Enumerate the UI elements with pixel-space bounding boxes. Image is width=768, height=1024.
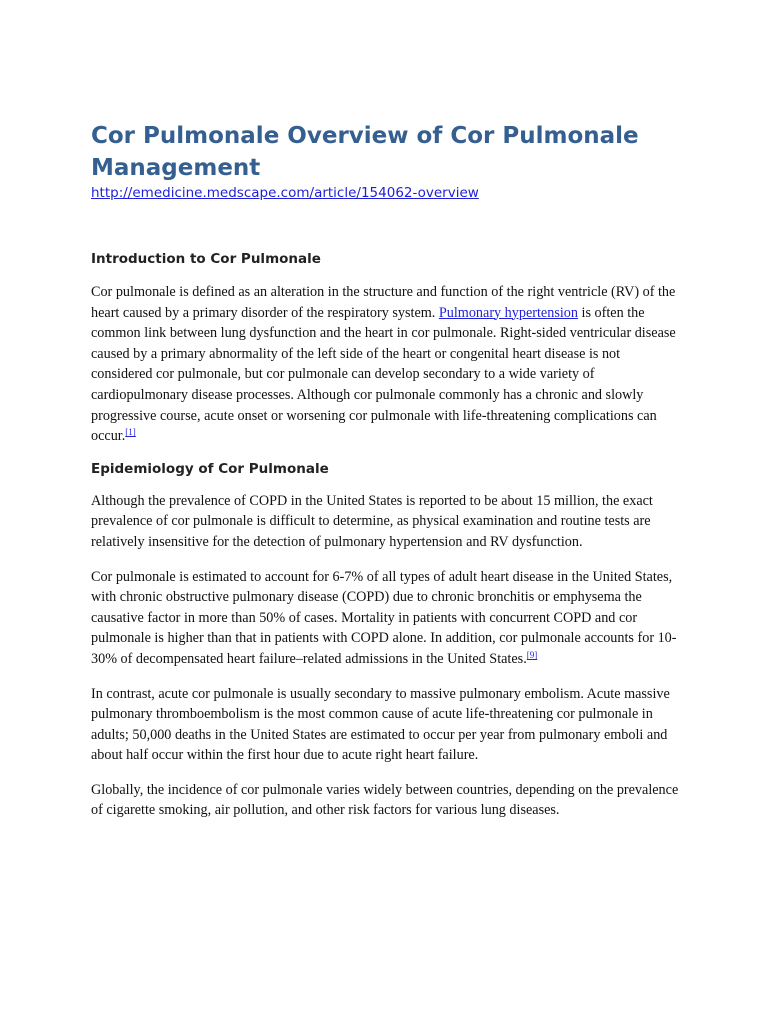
reference-9-link[interactable]: [9] (526, 649, 538, 660)
epidemiology-paragraph-2-text: Cor pulmonale is estimated to account for 6-7% of all types of adult heart disease in the United States, with chronic obstructive pulmonary disease (COPD) due to chronic bronchitis or emphysema the causative factor in more than 50% of cases. Mortality in patients with concurrent COPD and cor pulmonale is higher than that in patients with COPD alone. In addition, cor pulmonale accounts for 10-30% of decompensated heart failure–related admissions in the United States. (91, 568, 677, 667)
reference-1-link[interactable]: [1] (125, 427, 136, 438)
source-url-link[interactable]: http://emedicine.medscape.com/article/154062-overview (91, 185, 479, 201)
pulmonary-hypertension-link[interactable]: Pulmonary hypertension (438, 304, 578, 321)
document-page (91, 120, 681, 821)
epidemiology-paragraph-4: Globally, the incidence of cor pulmonale varies widely between countries, depending on the prevalence of cigarette smoking, air pollution, and other risk factors for various lung diseases. (91, 781, 679, 819)
introduction-text-2: is often the common link between lung dysfunction and the heart in cor pulmonale. Right-sided ventricular disease caused by a primary abnormality of the left side of the heart or congenital heart disease is not considered cor pulmonale, but cor pulmonale can develop secondary to a wide variety of cardiopulmonary disease processes. Although cor pulmonale commonly has a chronic and slowly progressive course, acute onset or worsening cor pulmonale with life-threatening complications can occur. (91, 304, 676, 445)
epidemiology-heading: Epidemiology of Cor Pulmonale (91, 460, 329, 477)
epidemiology-paragraph-3: In contrast, acute cor pulmonale is usually secondary to massive pulmonary embolism. Acute massive pulmonary thromboembolism is the most common cause of acute life-threatening cor pulmonale in adults; 50,000 deaths in the United States are estimated to occur per year from pulmonary emboli and about half occur within the first hour due to acute right heart failure. (91, 685, 670, 764)
introduction-heading: Introduction to Cor Pulmonale (91, 251, 321, 267)
document-title: Cor Pulmonale Overview of Cor Pulmonale Management (91, 123, 639, 181)
introduction-paragraph (91, 282, 681, 447)
introduction-text-1: Cor pulmonale is defined as an alteration in the structure and function of the right ventricle (RV) of the heart caused by a primary disorder of the respiratory system. (91, 284, 676, 321)
epidemiology-paragraph-2 (91, 567, 681, 670)
epidemiology-paragraph-1: Although the prevalence of COPD in the United States is reported to be about 15 million, the exact prevalence of cor pulmonale is difficult to determine, as physical examination and routine tests are relatively insensitive for the detection of pulmonary hypertension and RV dysfunction. (91, 492, 653, 550)
